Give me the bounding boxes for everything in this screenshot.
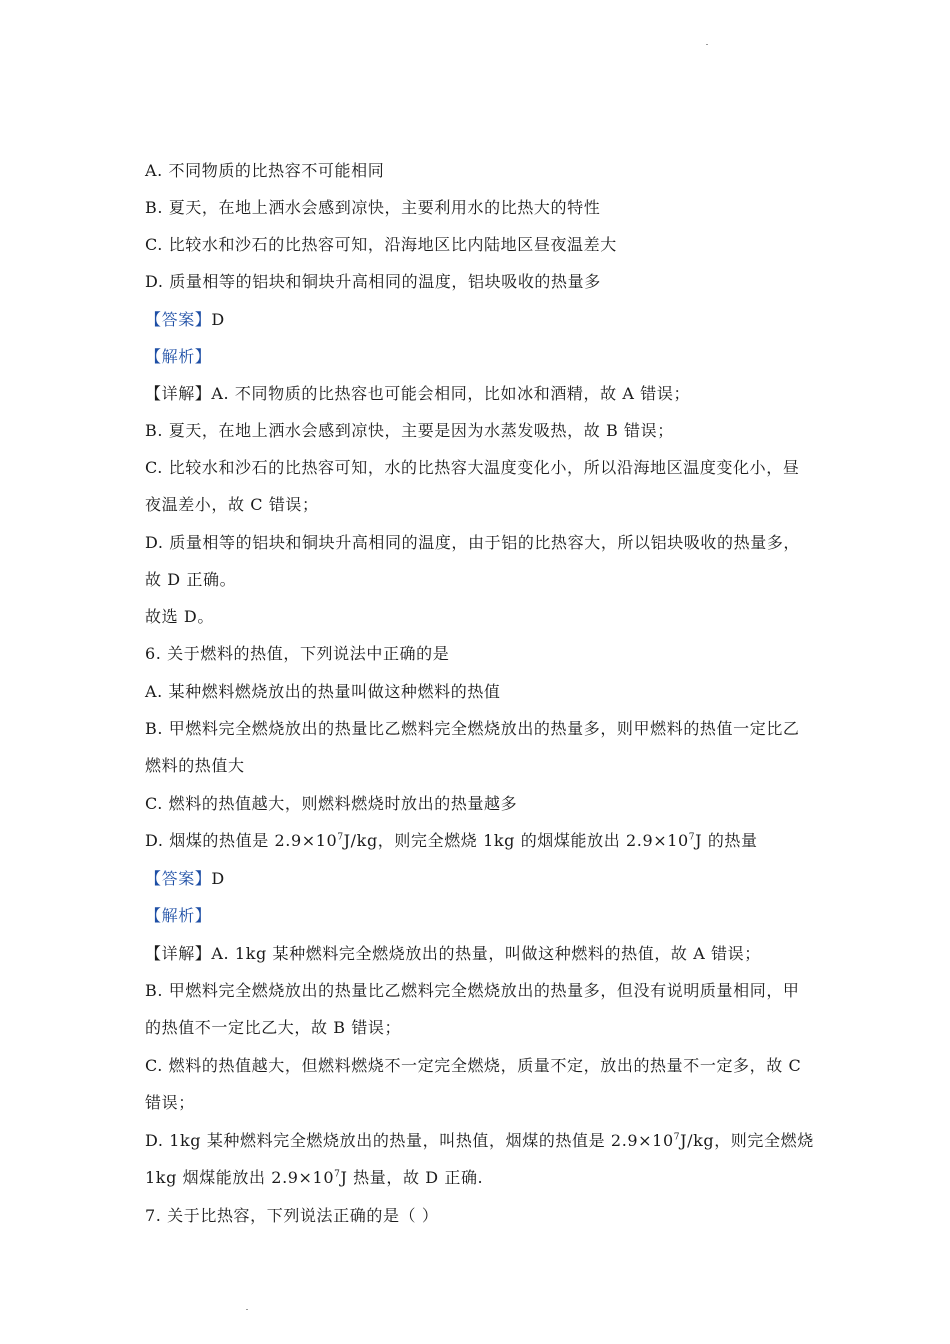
text-segment: D. 1kg 某种燃料完全燃烧放出的热量，叫热值，烟煤的热值是 2.9×10 [145,1131,674,1150]
q5-option-b: B. 夏天，在地上洒水会感到凉快，主要利用水的比热大的特性 [145,198,601,217]
q5-answer [145,309,225,331]
text-segment: D. 烟煤的热值是 2.9×10 [145,831,338,850]
superscript: 7 [337,832,344,843]
q5-detail-d-line2: 故 D 正确。 [145,570,237,589]
text-segment: J/kg，则完全燃烧 [680,1131,814,1150]
answer-tag: 【答案】 [145,869,212,888]
q6-detail-c-line2: 错误； [145,1093,195,1112]
scan-speck [246,1309,248,1310]
q6-analysis-tag: 【解析】 [145,906,212,925]
q6-option-b-line2: 燃料的热值大 [145,756,245,775]
detail-tag: 【详解】 [145,384,212,403]
q6-detail-b-line2: 的热值不一定比乙大，故 B 错误； [145,1018,402,1037]
superscript: 7 [673,1132,681,1143]
detail-tag: 【详解】 [145,944,212,963]
answer-tag: 【答案】 [145,310,212,329]
q5-detail-b: B. 夏天，在地上洒水会感到凉快，主要是因为水蒸发吸热，故 B 错误； [145,421,674,440]
q6-answer [145,868,225,890]
scan-speck [706,44,708,45]
q6-detail-b-line1: B. 甲燃料完全燃烧放出的热量比乙燃料完全燃烧放出的热量多，但没有说明质量相同，甲 [145,981,800,1000]
q5-detail-d-line1: D. 质量相等的铝块和铜块升高相同的温度，由于铝的比热容大，所以铝块吸收的热量多， [145,533,801,552]
detail-text: A. 1kg 某种燃料完全燃烧放出的热量，叫做这种燃料的热值，故 A 错误； [211,944,761,963]
superscript: 7 [688,832,696,843]
q6-option-d [145,830,758,852]
q5-detail-c-line1: C. 比较水和沙石的比热容可知，水的比热容大温度变化小，所以沿海地区温度变化小，昼 [145,458,800,477]
text-segment: 1kg 烟煤能放出 2.9×10 [145,1168,335,1187]
q5-option-c: C. 比较水和沙石的比热容可知，沿海地区比内陆地区昼夜温差大 [145,235,617,254]
text-segment: J 热量，故 D 正确. [340,1168,484,1187]
superscript: 7 [334,1169,341,1180]
q5-analysis-tag: 【解析】 [145,347,212,366]
q6-detail-d-line1 [145,1130,814,1152]
q6-option-b-line1: B. 甲燃料完全燃烧放出的热量比乙燃料完全燃烧放出的热量多，则甲燃料的热值一定比乙 [145,719,800,738]
text-segment: J 的热量 [695,831,758,850]
q5-detail-a [145,383,690,405]
detail-text: A. 不同物质的比热容也可能会相同，比如冰和酒精，故 A 错误； [211,384,691,403]
q5-option-a: A. 不同物质的比热容不可能相同 [145,161,385,180]
q5-detail-c-line2: 夜温差小，故 C 错误； [145,495,319,514]
q6-detail-d-line2 [145,1167,483,1189]
text-segment: J/kg，则完全燃烧 1kg 的烟煤能放出 2.9×10 [343,831,689,850]
answer-value: D [211,869,225,888]
q7-stem: 7. 关于比热容，下列说法正确的是（ ） [145,1206,439,1225]
q6-detail-a [145,943,761,965]
q5-option-d: D. 质量相等的铝块和铜块升高相同的温度，铝块吸收的热量多 [145,272,601,291]
q6-option-c: C. 燃料的热值越大，则燃料燃烧时放出的热量越多 [145,794,518,813]
answer-value: D [211,310,225,329]
q6-stem: 6. 关于燃料的热值，下列说法中正确的是 [145,644,450,663]
q5-choose: 故选 D。 [145,607,214,626]
q6-option-a: A. 某种燃料燃烧放出的热量叫做这种燃料的热值 [145,682,501,701]
q6-detail-c-line1: C. 燃料的热值越大，但燃料燃烧不一定完全燃烧，质量不定，放出的热量不一定多，故 C [145,1056,802,1075]
